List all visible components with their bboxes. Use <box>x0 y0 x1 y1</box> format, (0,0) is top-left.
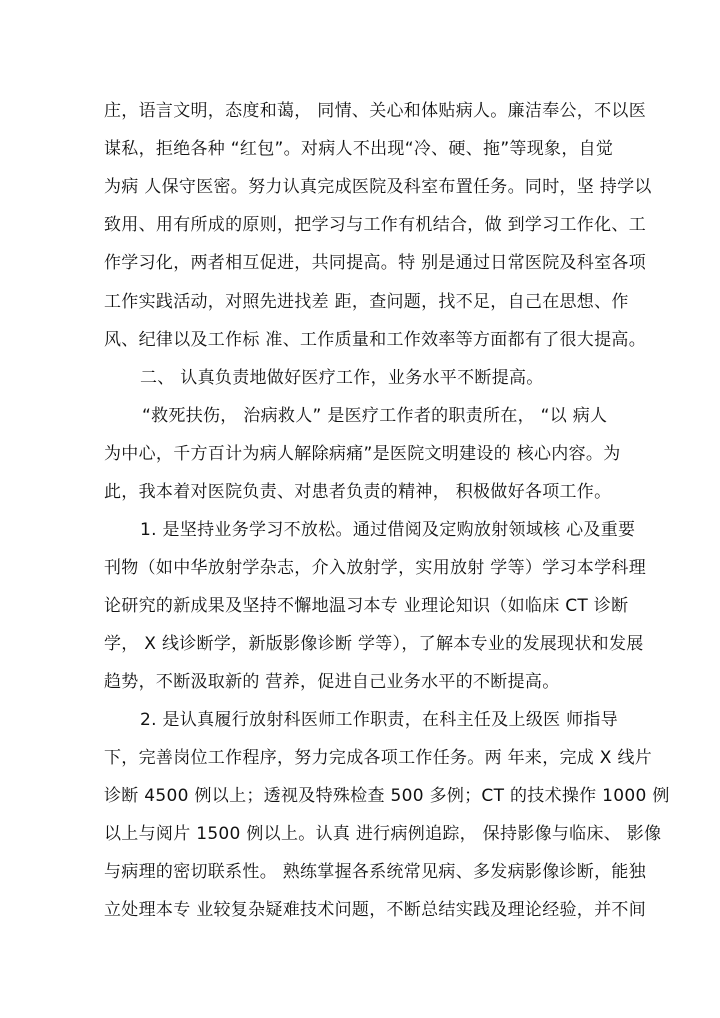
text-line: 刊物（如中华放射学杂志，介入放射学，实用放射 学等）学习本学科理 <box>104 558 647 578</box>
text-line: 论研究的新成果及坚持不懈地温习本专 业理论知识（如临床 CT 诊断 <box>104 596 629 616</box>
text-line: 风、纪律以及工作标 准、工作质量和工作效率等方面都有了很大提高。 <box>104 330 647 350</box>
paragraph-first-line: 2. 是认真履行放射科医师工作职责，在科主任及上级医 师指导 <box>140 710 619 730</box>
text-line: 学， X 线诊断学，新版影像诊断 学等），了解本专业的发展现状和发展 <box>104 634 644 654</box>
paragraph-first-line: “救死扶伤， 治病救人” 是医疗工作者的职责所在， “以 病人 <box>142 406 608 426</box>
text-line: 下，完善岗位工作程序，努力完成各项工作任务。两 年来，完成 X 线片 <box>104 748 653 768</box>
text-line: 以上与阅片 1500 例以上。认真 进行病例追踪， 保持影像与临床、 影像 <box>104 824 662 844</box>
text-line: 庄，语言文明，态度和蔼， 同情、关心和体贴病人。廉洁奉公，不以医 <box>104 101 647 121</box>
text-line: 谋私，拒绝各种 “红包”。对病人不出现“冷、硬、拖”等现象，自觉 <box>104 139 614 159</box>
text-line: 为病 人保守医密。努力认真完成医院及科室布置任务。同时，坚 持学以 <box>104 177 652 197</box>
text-line: 立处理本专 业较复杂疑难技术问题，不断总结实践及理论经验，并不间 <box>104 900 647 920</box>
section-heading: 二、 认真负责地做好医疗工作，业务水平不断提高。 <box>140 368 544 388</box>
text-line: 此，我本着对医院负责、对患者负责的精神， 积极做好各项工作。 <box>104 482 612 502</box>
text-line: 为中心，千方百计为病人解除病痛”是医院文明建设的 核心内容。为 <box>104 444 621 464</box>
text-line: 与病理的密切联系性。 熟练掌握各系统常见病、多发病影像诊断，能独 <box>104 862 647 882</box>
text-line: 作学习化，两者相互促进，共同提高。特 别是通过日常医院及科室各项 <box>104 253 647 273</box>
text-line: 致用、用有所成的原则，把学习与工作有机结合，做 到学习工作化、工 <box>104 215 647 235</box>
text-line: 诊断 4500 例以上；透视及特殊检查 500 多例；CT 的技术操作 1000 例 <box>104 786 670 806</box>
text-line: 工作实践活动，对照先进找差 距，查问题，找不足，自己在思想、作 <box>104 292 629 312</box>
text-line: 趋势，不断汲取新的 营养，促进自己业务水平的不断提高。 <box>104 672 560 692</box>
paragraph-first-line: 1. 是坚持业务学习不放松。通过借阅及定购放射领域核 心及重要 <box>140 520 636 540</box>
